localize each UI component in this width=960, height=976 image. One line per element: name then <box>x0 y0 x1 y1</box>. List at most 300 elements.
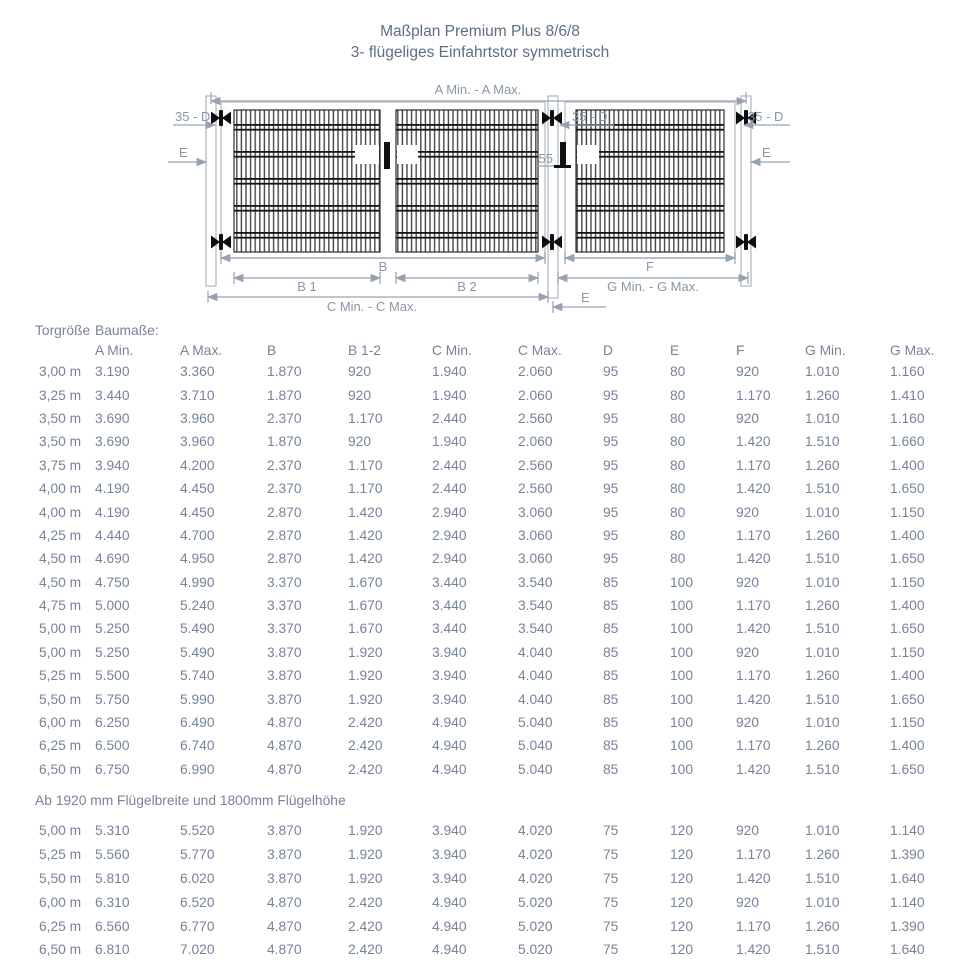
cell-f: 1.170 <box>736 738 771 754</box>
cell-f: 1.170 <box>736 668 771 684</box>
cell-c-max: 5.020 <box>518 942 553 958</box>
cell-b: 2.870 <box>267 504 302 520</box>
cell-b: 3.370 <box>267 621 302 637</box>
table-note: Ab 1920 mm Flügelbreite und 1800mm Flügelhöhe <box>35 793 346 809</box>
cell-c-max: 2.560 <box>518 457 553 473</box>
cell-c-min: 2.440 <box>432 410 467 426</box>
cell-f: 1.170 <box>736 918 771 934</box>
cell-c-max: 5.020 <box>518 918 553 934</box>
cell-c-min: 4.940 <box>432 715 467 731</box>
table-row <box>0 360 960 383</box>
cell-d: 75 <box>603 823 619 839</box>
cell-g-min: 1.260 <box>805 457 840 473</box>
cell-a-min: 5.810 <box>95 871 130 887</box>
cell-a-min: 3.190 <box>95 364 130 380</box>
cell-torgroesse: 6,00 m <box>39 894 82 910</box>
column-header-g-min: G Min. <box>805 342 846 358</box>
cell-b12: 1.670 <box>348 621 383 637</box>
cell-torgroesse: 6,00 m <box>39 715 82 731</box>
cell-c-min: 3.440 <box>432 598 467 614</box>
cell-f: 1.420 <box>736 434 771 450</box>
cell-torgroesse: 5,25 m <box>39 847 82 863</box>
cell-c-min: 2.940 <box>432 551 467 567</box>
cell-f: 1.420 <box>736 481 771 497</box>
cell-c-min: 4.940 <box>432 942 467 958</box>
cell-g-max: 1.150 <box>890 504 925 520</box>
dim-label-c-range: C Min. - C Max. <box>326 299 418 314</box>
cell-g-max: 1.640 <box>890 942 925 958</box>
column-header-g-max: G Max. <box>890 342 935 358</box>
table-row <box>0 687 960 710</box>
cell-torgroesse: 5,50 m <box>39 691 82 707</box>
cell-d: 95 <box>603 387 619 403</box>
dim-label-f: F <box>646 259 654 274</box>
cell-c-min: 4.940 <box>432 761 467 777</box>
cell-d: 75 <box>603 847 619 863</box>
cell-b: 2.870 <box>267 551 302 567</box>
cell-g-max: 1.140 <box>890 894 925 910</box>
cell-a-min: 5.250 <box>95 644 130 660</box>
cell-c-min: 4.940 <box>432 918 467 934</box>
cell-c-min: 1.940 <box>432 434 467 450</box>
cell-g-min: 1.510 <box>805 434 840 450</box>
table-column-header <box>0 340 960 360</box>
table-row <box>0 617 960 640</box>
cell-b: 1.870 <box>267 434 302 450</box>
cell-c-max: 3.540 <box>518 598 553 614</box>
cell-d: 85 <box>603 644 619 660</box>
cell-f: 1.420 <box>736 761 771 777</box>
cell-g-max: 1.150 <box>890 644 925 660</box>
cell-a-max: 5.490 <box>180 644 215 660</box>
cell-b12: 1.920 <box>348 691 383 707</box>
table-row <box>0 407 960 430</box>
table-row <box>0 547 960 570</box>
cell-a-max: 6.770 <box>180 918 215 934</box>
cell-c-max: 4.040 <box>518 668 553 684</box>
column-header-e: E <box>670 342 680 358</box>
cell-b: 3.870 <box>267 668 302 684</box>
dim-label-e-bottom: E <box>581 290 590 305</box>
cell-c-min: 3.940 <box>432 644 467 660</box>
cell-torgroesse: 4,00 m <box>39 481 82 497</box>
cell-g-min: 1.260 <box>805 527 840 543</box>
cell-a-min: 3.440 <box>95 387 130 403</box>
table-row <box>0 641 960 664</box>
cell-c-max: 3.060 <box>518 551 553 567</box>
cell-b: 4.870 <box>267 761 302 777</box>
title-line-1: Maßplan Premium Plus 8/6/8 <box>380 23 580 40</box>
cell-g-min: 1.260 <box>805 847 840 863</box>
cell-b: 4.870 <box>267 894 302 910</box>
table-row <box>0 500 960 523</box>
cell-a-max: 5.240 <box>180 598 215 614</box>
cell-c-min: 3.940 <box>432 691 467 707</box>
cell-g-max: 1.400 <box>890 457 925 473</box>
cell-g-min: 1.260 <box>805 918 840 934</box>
table-row <box>0 477 960 500</box>
cell-b: 2.870 <box>267 527 302 543</box>
cell-b: 2.370 <box>267 410 302 426</box>
cell-e: 80 <box>670 364 686 380</box>
cell-a-max: 4.200 <box>180 457 215 473</box>
column-header-b: B <box>267 342 277 358</box>
cell-g-max: 1.400 <box>890 527 925 543</box>
table-row <box>0 711 960 734</box>
cell-g-min: 1.510 <box>805 481 840 497</box>
cell-c-min: 1.940 <box>432 364 467 380</box>
cell-g-min: 1.010 <box>805 644 840 660</box>
cell-g-min: 1.010 <box>805 574 840 590</box>
cell-f: 1.420 <box>736 691 771 707</box>
cell-a-min: 5.750 <box>95 691 130 707</box>
cell-d: 85 <box>603 738 619 754</box>
cell-a-max: 4.450 <box>180 481 215 497</box>
table-row <box>0 454 960 477</box>
cell-b: 3.870 <box>267 644 302 660</box>
cell-b12: 2.420 <box>348 942 383 958</box>
cell-f: 920 <box>736 364 760 380</box>
cell-f: 1.420 <box>736 621 771 637</box>
cell-torgroesse: 6,50 m <box>39 761 82 777</box>
cell-e: 80 <box>670 457 686 473</box>
cell-c-min: 1.940 <box>432 387 467 403</box>
cell-d: 95 <box>603 481 619 497</box>
cell-b12: 1.920 <box>348 644 383 660</box>
cell-torgroesse: 4,50 m <box>39 551 82 567</box>
cell-c-min: 4.940 <box>432 738 467 754</box>
cell-b: 2.370 <box>267 457 302 473</box>
cell-e: 80 <box>670 527 686 543</box>
cell-a-max: 4.990 <box>180 574 215 590</box>
table-row <box>0 571 960 594</box>
cell-c-max: 4.020 <box>518 847 553 863</box>
cell-c-min: 3.940 <box>432 871 467 887</box>
cell-g-max: 1.650 <box>890 691 925 707</box>
cell-torgroesse: 4,75 m <box>39 598 82 614</box>
cell-g-max: 1.160 <box>890 410 925 426</box>
page-title <box>0 21 960 63</box>
column-header-c-max: C Max. <box>518 342 562 358</box>
cell-g-min: 1.510 <box>805 942 840 958</box>
cell-e: 80 <box>670 481 686 497</box>
cell-g-min: 1.010 <box>805 364 840 380</box>
cell-g-max: 1.410 <box>890 387 925 403</box>
cell-e: 120 <box>670 918 694 934</box>
cell-g-max: 1.390 <box>890 847 925 863</box>
cell-g-min: 1.010 <box>805 504 840 520</box>
cell-d: 95 <box>603 457 619 473</box>
cell-torgroesse: 3,50 m <box>39 434 82 450</box>
cell-torgroesse: 5,00 m <box>39 644 82 660</box>
cell-torgroesse: 5,00 m <box>39 823 82 839</box>
dim-label-d-right: 35 - D <box>748 109 784 124</box>
cell-a-min: 5.000 <box>95 598 130 614</box>
cell-g-min: 1.510 <box>805 761 840 777</box>
table-row <box>0 867 960 891</box>
cell-e: 100 <box>670 621 694 637</box>
cell-c-min: 3.940 <box>432 823 467 839</box>
cell-e: 100 <box>670 644 694 660</box>
cell-b12: 2.420 <box>348 894 383 910</box>
cell-c-max: 4.020 <box>518 823 553 839</box>
cell-g-max: 1.650 <box>890 761 925 777</box>
cell-b: 4.870 <box>267 918 302 934</box>
cell-a-min: 6.250 <box>95 715 130 731</box>
cell-b12: 1.170 <box>348 410 383 426</box>
cell-c-max: 2.060 <box>518 387 553 403</box>
cell-d: 95 <box>603 364 619 380</box>
cell-g-max: 1.660 <box>890 434 925 450</box>
cell-d: 75 <box>603 894 619 910</box>
wing-panels <box>234 110 724 252</box>
cell-f: 1.420 <box>736 551 771 567</box>
cell-b: 3.870 <box>267 847 302 863</box>
cell-g-max: 1.400 <box>890 598 925 614</box>
table-body-standard <box>0 360 960 781</box>
table-row <box>0 430 960 453</box>
cell-g-max: 1.390 <box>890 918 925 934</box>
cell-e: 100 <box>670 668 694 684</box>
column-header-f: F <box>736 342 745 358</box>
cell-b12: 1.420 <box>348 527 383 543</box>
cell-a-max: 5.770 <box>180 847 215 863</box>
cell-b12: 920 <box>348 387 372 403</box>
cell-f: 920 <box>736 644 760 660</box>
cell-b12: 920 <box>348 434 372 450</box>
cell-torgroesse: 6,25 m <box>39 738 82 754</box>
cell-g-min: 1.510 <box>805 621 840 637</box>
column-header-a-max: A Max. <box>180 342 223 358</box>
lock-bar <box>384 142 390 169</box>
cell-b12: 1.920 <box>348 847 383 863</box>
table-body-large-wing <box>0 819 960 962</box>
cell-a-min: 6.310 <box>95 894 130 910</box>
cell-f: 920 <box>736 894 760 910</box>
cell-f: 1.420 <box>736 942 771 958</box>
column-header-c-min: C Min. <box>432 342 472 358</box>
cell-c-max: 3.540 <box>518 574 553 590</box>
cell-g-min: 1.260 <box>805 738 840 754</box>
cell-a-max: 4.700 <box>180 527 215 543</box>
cell-d: 85 <box>603 691 619 707</box>
cell-e: 80 <box>670 551 686 567</box>
cell-d: 85 <box>603 574 619 590</box>
cell-d: 75 <box>603 871 619 887</box>
table-row <box>0 938 960 962</box>
cell-g-max: 1.640 <box>890 871 925 887</box>
column-header-torgroesse: Torgröße <box>35 322 91 338</box>
column-header-d: D <box>603 342 613 358</box>
dim-label-b1: B 1 <box>297 279 317 294</box>
table-row <box>0 734 960 757</box>
cell-b: 4.870 <box>267 942 302 958</box>
cell-a-min: 6.560 <box>95 918 130 934</box>
cell-d: 75 <box>603 918 619 934</box>
cell-c-max: 2.560 <box>518 410 553 426</box>
cell-e: 120 <box>670 942 694 958</box>
column-header-a-min: A Min. <box>95 342 134 358</box>
cell-a-min: 4.750 <box>95 574 130 590</box>
cell-f: 920 <box>736 574 760 590</box>
table-row <box>0 594 960 617</box>
cell-g-max: 1.650 <box>890 481 925 497</box>
cell-b12: 1.670 <box>348 598 383 614</box>
table-row <box>0 819 960 843</box>
dim-label-d-left: 35 - D <box>175 109 211 124</box>
table-row <box>0 758 960 781</box>
cell-a-max: 5.490 <box>180 621 215 637</box>
cell-c-min: 3.940 <box>432 668 467 684</box>
dim-label-g-range: G Min. - G Max. <box>607 279 699 294</box>
cell-g-min: 1.010 <box>805 410 840 426</box>
cell-torgroesse: 3,25 m <box>39 387 82 403</box>
cell-b: 1.870 <box>267 387 302 403</box>
cell-b12: 2.420 <box>348 738 383 754</box>
cell-a-max: 5.990 <box>180 691 215 707</box>
drop-bolt <box>560 142 566 166</box>
cell-b12: 2.420 <box>348 918 383 934</box>
cell-a-min: 6.750 <box>95 761 130 777</box>
cell-c-max: 2.560 <box>518 481 553 497</box>
cell-g-max: 1.140 <box>890 823 925 839</box>
cell-b12: 1.420 <box>348 551 383 567</box>
cell-g-max: 1.650 <box>890 621 925 637</box>
cell-torgroesse: 6,50 m <box>39 942 82 958</box>
cell-e: 120 <box>670 871 694 887</box>
table-row <box>0 383 960 406</box>
cell-torgroesse: 6,25 m <box>39 918 82 934</box>
cell-c-min: 3.940 <box>432 847 467 863</box>
cell-a-min: 3.940 <box>95 457 130 473</box>
cell-a-min: 5.500 <box>95 668 130 684</box>
cell-d: 85 <box>603 598 619 614</box>
cell-g-min: 1.010 <box>805 715 840 731</box>
cell-c-max: 4.020 <box>518 871 553 887</box>
cell-b12: 1.170 <box>348 481 383 497</box>
title-line-2: 3- flügeliges Einfahrtstor symmetrisch <box>350 44 610 61</box>
cell-g-min: 1.510 <box>805 871 840 887</box>
cell-g-max: 1.160 <box>890 364 925 380</box>
cell-a-max: 3.960 <box>180 410 215 426</box>
cell-g-max: 1.400 <box>890 668 925 684</box>
dim-label-e-right: E <box>762 145 771 160</box>
table-row <box>0 914 960 938</box>
cell-b: 4.870 <box>267 715 302 731</box>
cell-b: 3.370 <box>267 598 302 614</box>
cell-b12: 2.420 <box>348 761 383 777</box>
cell-g-min: 1.510 <box>805 691 840 707</box>
cell-a-min: 4.190 <box>95 481 130 497</box>
cell-d: 95 <box>603 410 619 426</box>
cell-a-min: 4.690 <box>95 551 130 567</box>
table-row <box>0 890 960 914</box>
cell-b12: 1.920 <box>348 871 383 887</box>
cell-c-min: 4.940 <box>432 894 467 910</box>
cell-e: 80 <box>670 434 686 450</box>
cell-c-max: 3.060 <box>518 504 553 520</box>
cell-g-min: 1.510 <box>805 551 840 567</box>
dimension-table <box>0 320 960 962</box>
cell-b12: 1.170 <box>348 457 383 473</box>
cell-a-max: 6.520 <box>180 894 215 910</box>
cell-torgroesse: 5,50 m <box>39 871 82 887</box>
cell-f: 1.170 <box>736 457 771 473</box>
cell-e: 80 <box>670 387 686 403</box>
dim-label-a-range: A Min. - A Max. <box>434 82 522 97</box>
cell-a-max: 4.450 <box>180 504 215 520</box>
cell-f: 1.170 <box>736 598 771 614</box>
cell-f: 920 <box>736 410 760 426</box>
cell-g-min: 1.260 <box>805 668 840 684</box>
cell-b12: 1.670 <box>348 574 383 590</box>
cell-g-min: 1.010 <box>805 894 840 910</box>
cell-c-min: 2.940 <box>432 527 467 543</box>
cell-c-max: 2.060 <box>518 364 553 380</box>
cell-f: 920 <box>736 823 760 839</box>
cell-e: 120 <box>670 847 694 863</box>
cell-torgroesse: 4,00 m <box>39 504 82 520</box>
cell-d: 85 <box>603 668 619 684</box>
cell-b: 3.870 <box>267 691 302 707</box>
cell-torgroesse: 4,50 m <box>39 574 82 590</box>
cell-e: 120 <box>670 894 694 910</box>
cell-b12: 2.420 <box>348 715 383 731</box>
cell-d: 95 <box>603 527 619 543</box>
cell-b: 1.870 <box>267 364 302 380</box>
table-group-header <box>0 320 960 340</box>
dim-label-b2: B 2 <box>457 279 477 294</box>
cell-a-min: 4.190 <box>95 504 130 520</box>
cell-b: 3.870 <box>267 871 302 887</box>
cell-e: 100 <box>670 761 694 777</box>
cell-f: 1.420 <box>736 871 771 887</box>
cell-a-max: 7.020 <box>180 942 215 958</box>
cell-e: 80 <box>670 504 686 520</box>
cell-d: 95 <box>603 504 619 520</box>
cell-a-max: 6.020 <box>180 871 215 887</box>
cell-c-max: 3.540 <box>518 621 553 637</box>
cell-g-max: 1.400 <box>890 738 925 754</box>
cell-c-max: 4.040 <box>518 691 553 707</box>
cell-torgroesse: 4,25 m <box>39 527 82 543</box>
cell-a-max: 6.490 <box>180 715 215 731</box>
cell-c-max: 5.020 <box>518 894 553 910</box>
cell-d: 95 <box>603 551 619 567</box>
cell-d: 85 <box>603 715 619 731</box>
cell-d: 85 <box>603 761 619 777</box>
cell-torgroesse: 5,00 m <box>39 621 82 637</box>
cell-c-max: 5.040 <box>518 715 553 731</box>
cell-d: 95 <box>603 434 619 450</box>
table-row <box>0 664 960 687</box>
cell-g-min: 1.260 <box>805 598 840 614</box>
cell-d: 75 <box>603 942 619 958</box>
cell-e: 120 <box>670 823 694 839</box>
cell-e: 100 <box>670 715 694 731</box>
cell-f: 1.170 <box>736 527 771 543</box>
cell-e: 100 <box>670 598 694 614</box>
cell-a-min: 3.690 <box>95 410 130 426</box>
cell-a-max: 4.950 <box>180 551 215 567</box>
cell-a-min: 6.810 <box>95 942 130 958</box>
cell-c-min: 2.440 <box>432 457 467 473</box>
cell-b: 3.370 <box>267 574 302 590</box>
cell-a-max: 5.740 <box>180 668 215 684</box>
cell-b12: 920 <box>348 364 372 380</box>
cell-a-max: 6.990 <box>180 761 215 777</box>
cell-c-max: 3.060 <box>518 527 553 543</box>
